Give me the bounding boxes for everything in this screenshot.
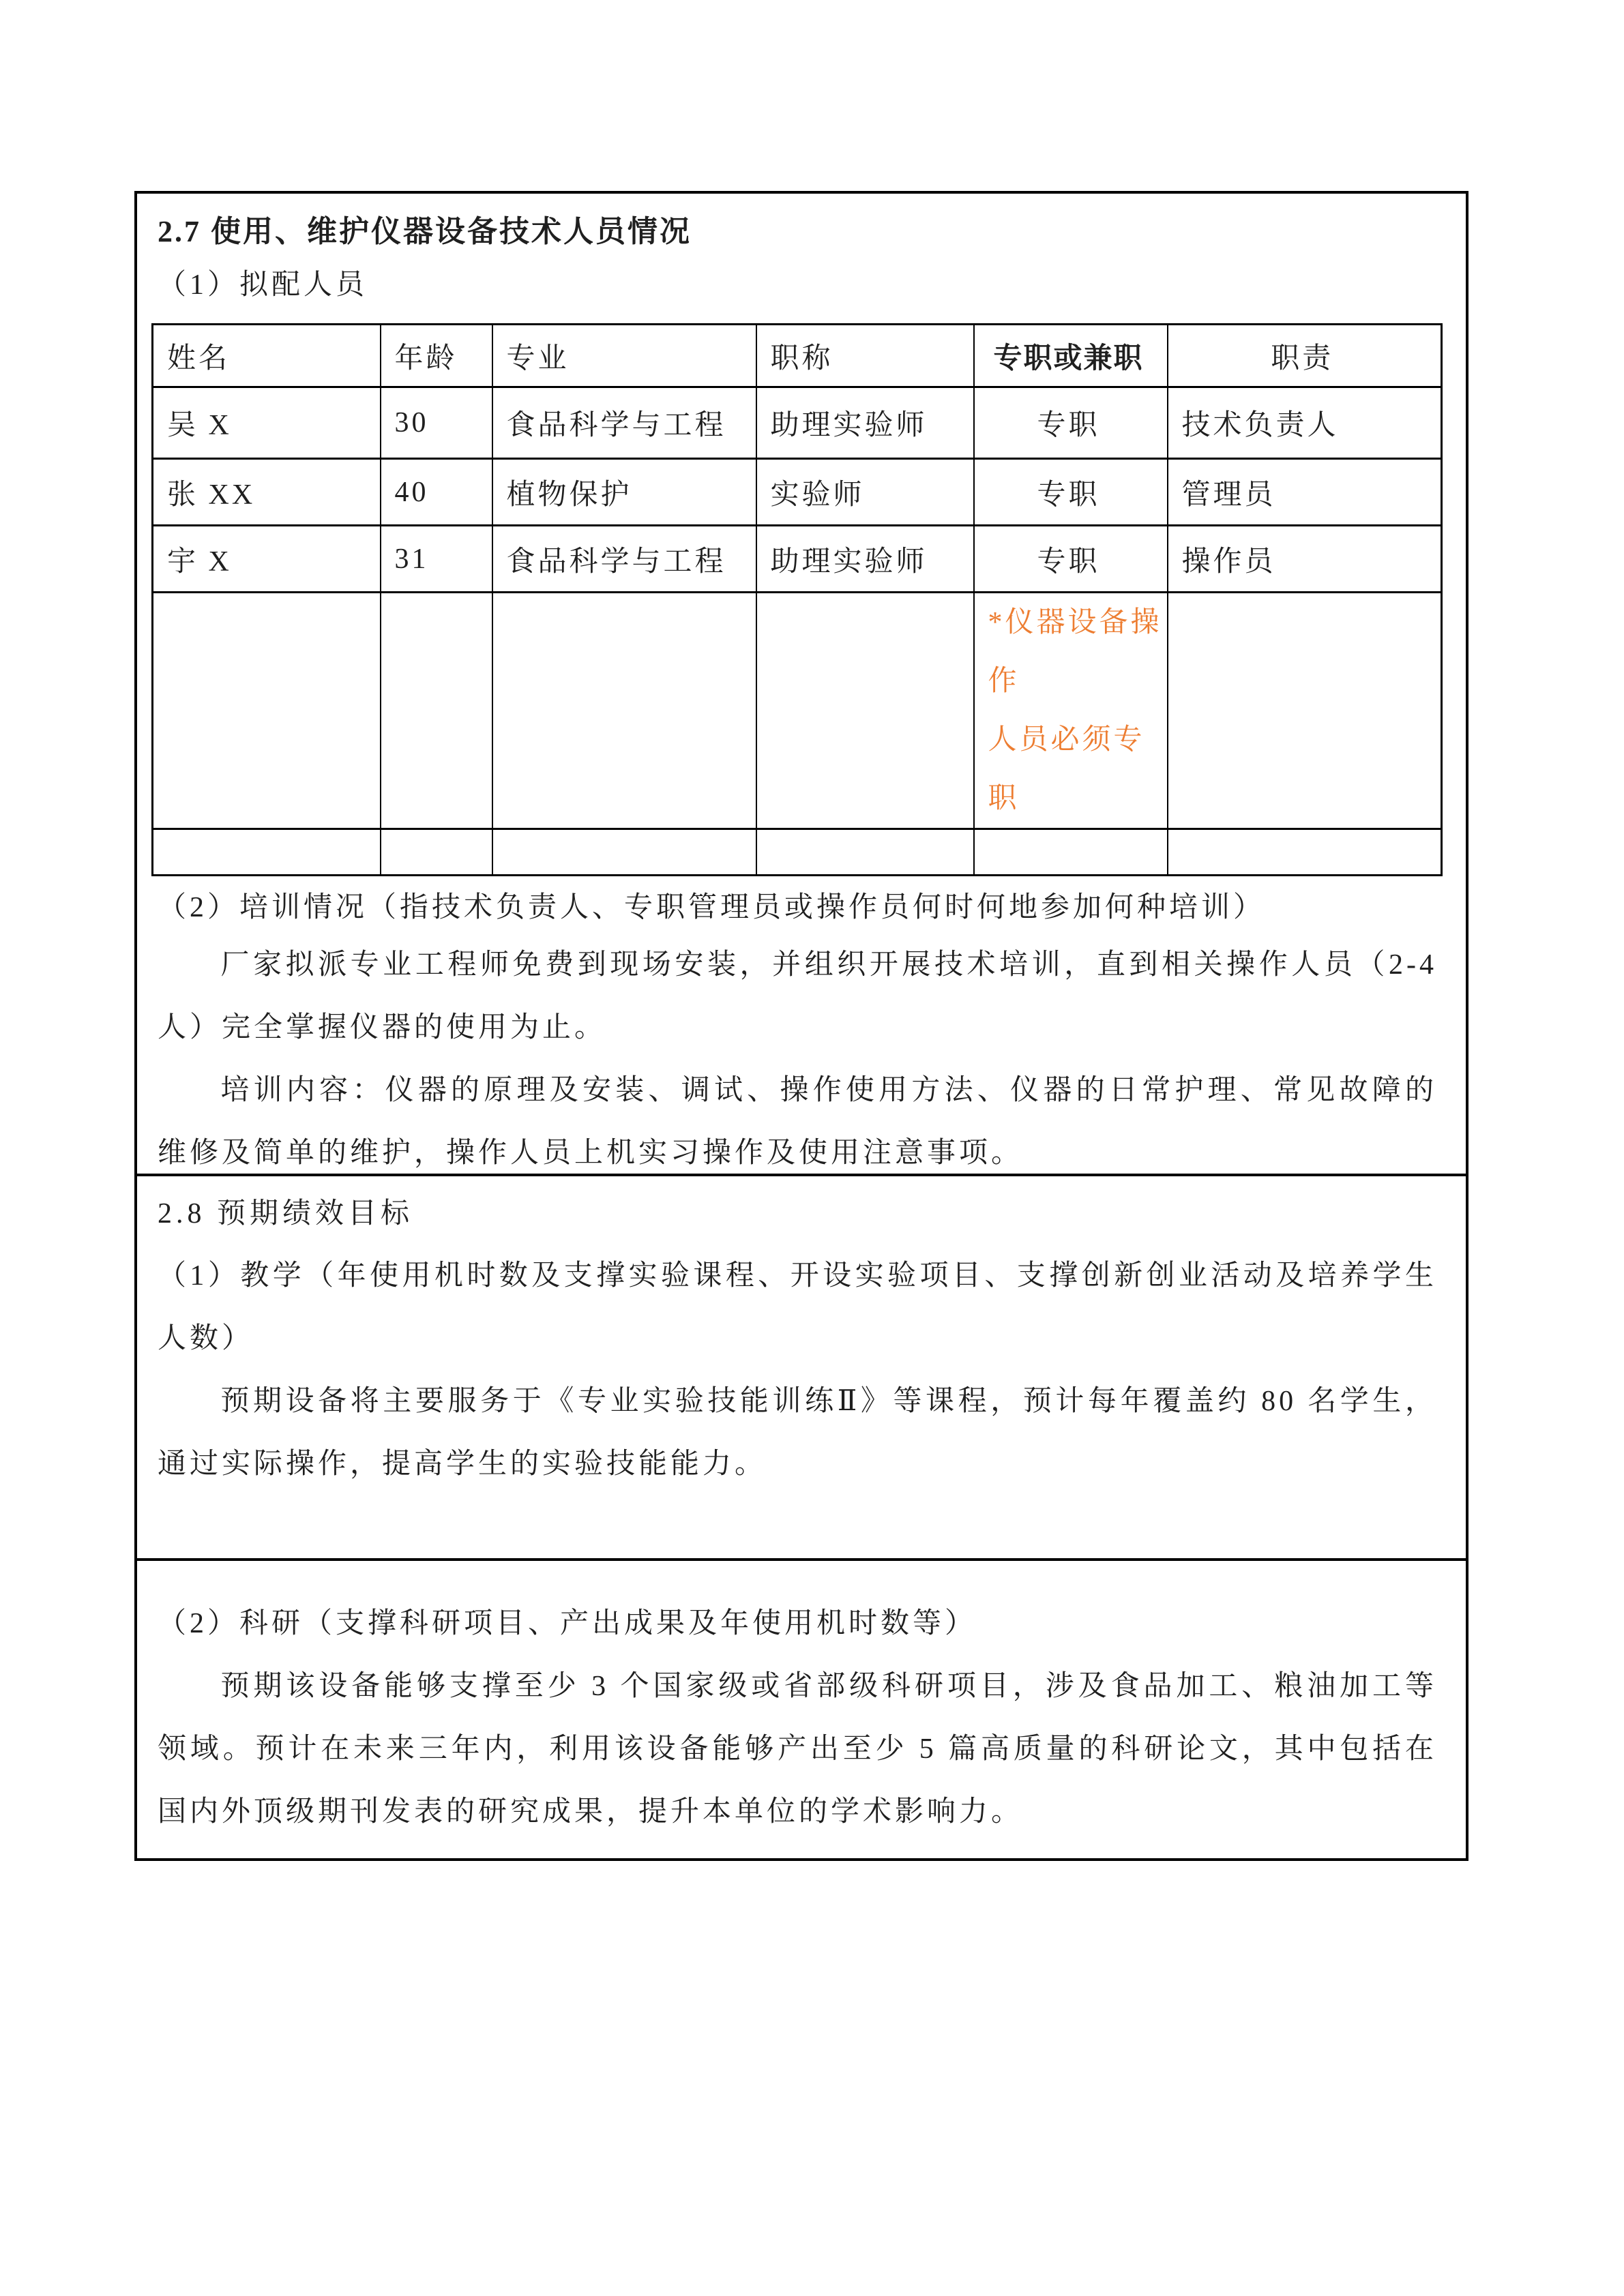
table-row-note (153, 593, 1442, 829)
empty-cell (1168, 829, 1442, 876)
column-header-fulltime: 专职或兼职 (974, 325, 1168, 387)
section-2-7-box (134, 191, 1468, 1176)
table-row-empty (153, 829, 1442, 876)
training-paragraph-2: 培训内容：仪器的原理及安装、调试、操作使用方法、仪器的日常护理、常见故障的维修及简单的维护，操作人员上机实习操作及使用注意事项。 (158, 1075, 1437, 1169)
column-header-title: 职称 (756, 325, 974, 387)
cell-name: 张 XX (153, 459, 381, 526)
cell-title: 实验师 (756, 459, 974, 526)
cell-age: 40 (381, 459, 492, 526)
section-2-8-research-box (134, 1558, 1468, 1861)
document-content (134, 191, 1468, 1861)
cell-fulltime: 专职 (974, 387, 1168, 459)
section-2-8-title: 2.8 预期绩效目标 (158, 1198, 414, 1229)
section-2-8-teaching-box (134, 1174, 1468, 1561)
cell-duty: 管理员 (1168, 459, 1442, 526)
cell-major: 食品科学与工程 (492, 387, 756, 459)
section-2-7-sub1-label: （1）拟配人员 (158, 269, 368, 301)
cell-name: 吴 X (153, 387, 381, 459)
section-2-8-sub1-label: （1）教学（年使用机时数及支撑实验课程、开设实验项目、支撑创新创业活动及培养学生人数） (158, 1260, 1437, 1354)
teaching-paragraph: 预期设备将主要服务于《专业实验技能训练Ⅱ》等课程，预计每年覆盖约 80 名学生，通过实际操作，提高学生的实验技能能力。 (158, 1386, 1437, 1480)
training-paragraph-1: 厂家拟派专业工程师免费到现场安装，并组织开展技术培训，直到相关操作人员（2-4人）完全掌握仪器的使用为止。 (158, 949, 1437, 1043)
cell-major: 植物保护 (492, 459, 756, 526)
section-2-8-sub2-label: （2）科研（支撑科研项目、产出成果及年使用机时数等） (158, 1608, 977, 1639)
empty-cell (381, 593, 492, 829)
empty-cell (153, 593, 381, 829)
column-header-major: 专业 (492, 325, 756, 387)
empty-cell (1168, 593, 1442, 829)
table-row (153, 526, 1442, 593)
column-header-duty: 职责 (1168, 325, 1442, 387)
empty-cell (756, 829, 974, 876)
note-line-2: 人员必须专职 (988, 724, 1145, 814)
table-row (153, 459, 1442, 526)
column-header-name: 姓名 (153, 325, 381, 387)
cell-fulltime: 专职 (974, 459, 1168, 526)
cell-duty: 技术负责人 (1168, 387, 1442, 459)
cell-name: 宇 X (153, 526, 381, 593)
section-2-7-title: 2.7 使用、维护仪器设备技术人员情况 (158, 215, 692, 248)
cell-duty: 操作员 (1168, 526, 1442, 593)
empty-cell (381, 829, 492, 876)
table-row (153, 387, 1442, 459)
empty-cell (153, 829, 381, 876)
cell-title: 助理实验师 (756, 387, 974, 459)
cell-fulltime: 专职 (974, 526, 1168, 593)
cell-major: 食品科学与工程 (492, 526, 756, 593)
column-header-age: 年龄 (381, 325, 492, 387)
cell-age: 30 (381, 387, 492, 459)
fulltime-required-note (974, 593, 1168, 829)
personnel-table (151, 323, 1443, 876)
research-paragraph: 预期该设备能够支撑至少 3 个国家级或省部级科研项目，涉及食品加工、粮油加工等领域。预计在未来三年内，利用该设备能够产出至少 5 篇高质量的科研论文，其中包括在国内外顶级期刊发表的研究成果，提升本单位的学术影响力。 (158, 1671, 1437, 1828)
empty-cell (492, 593, 756, 829)
cell-title: 助理实验师 (756, 526, 974, 593)
empty-cell (492, 829, 756, 876)
empty-cell (756, 593, 974, 829)
empty-cell (974, 829, 1168, 876)
table-header-row (153, 325, 1442, 387)
section-2-7-sub2-label: （2）培训情况（指技术负责人、专职管理员或操作员何时何地参加何种培训） (158, 892, 1266, 923)
note-line-1: *仪器设备操作 (988, 607, 1162, 697)
cell-age: 31 (381, 526, 492, 593)
